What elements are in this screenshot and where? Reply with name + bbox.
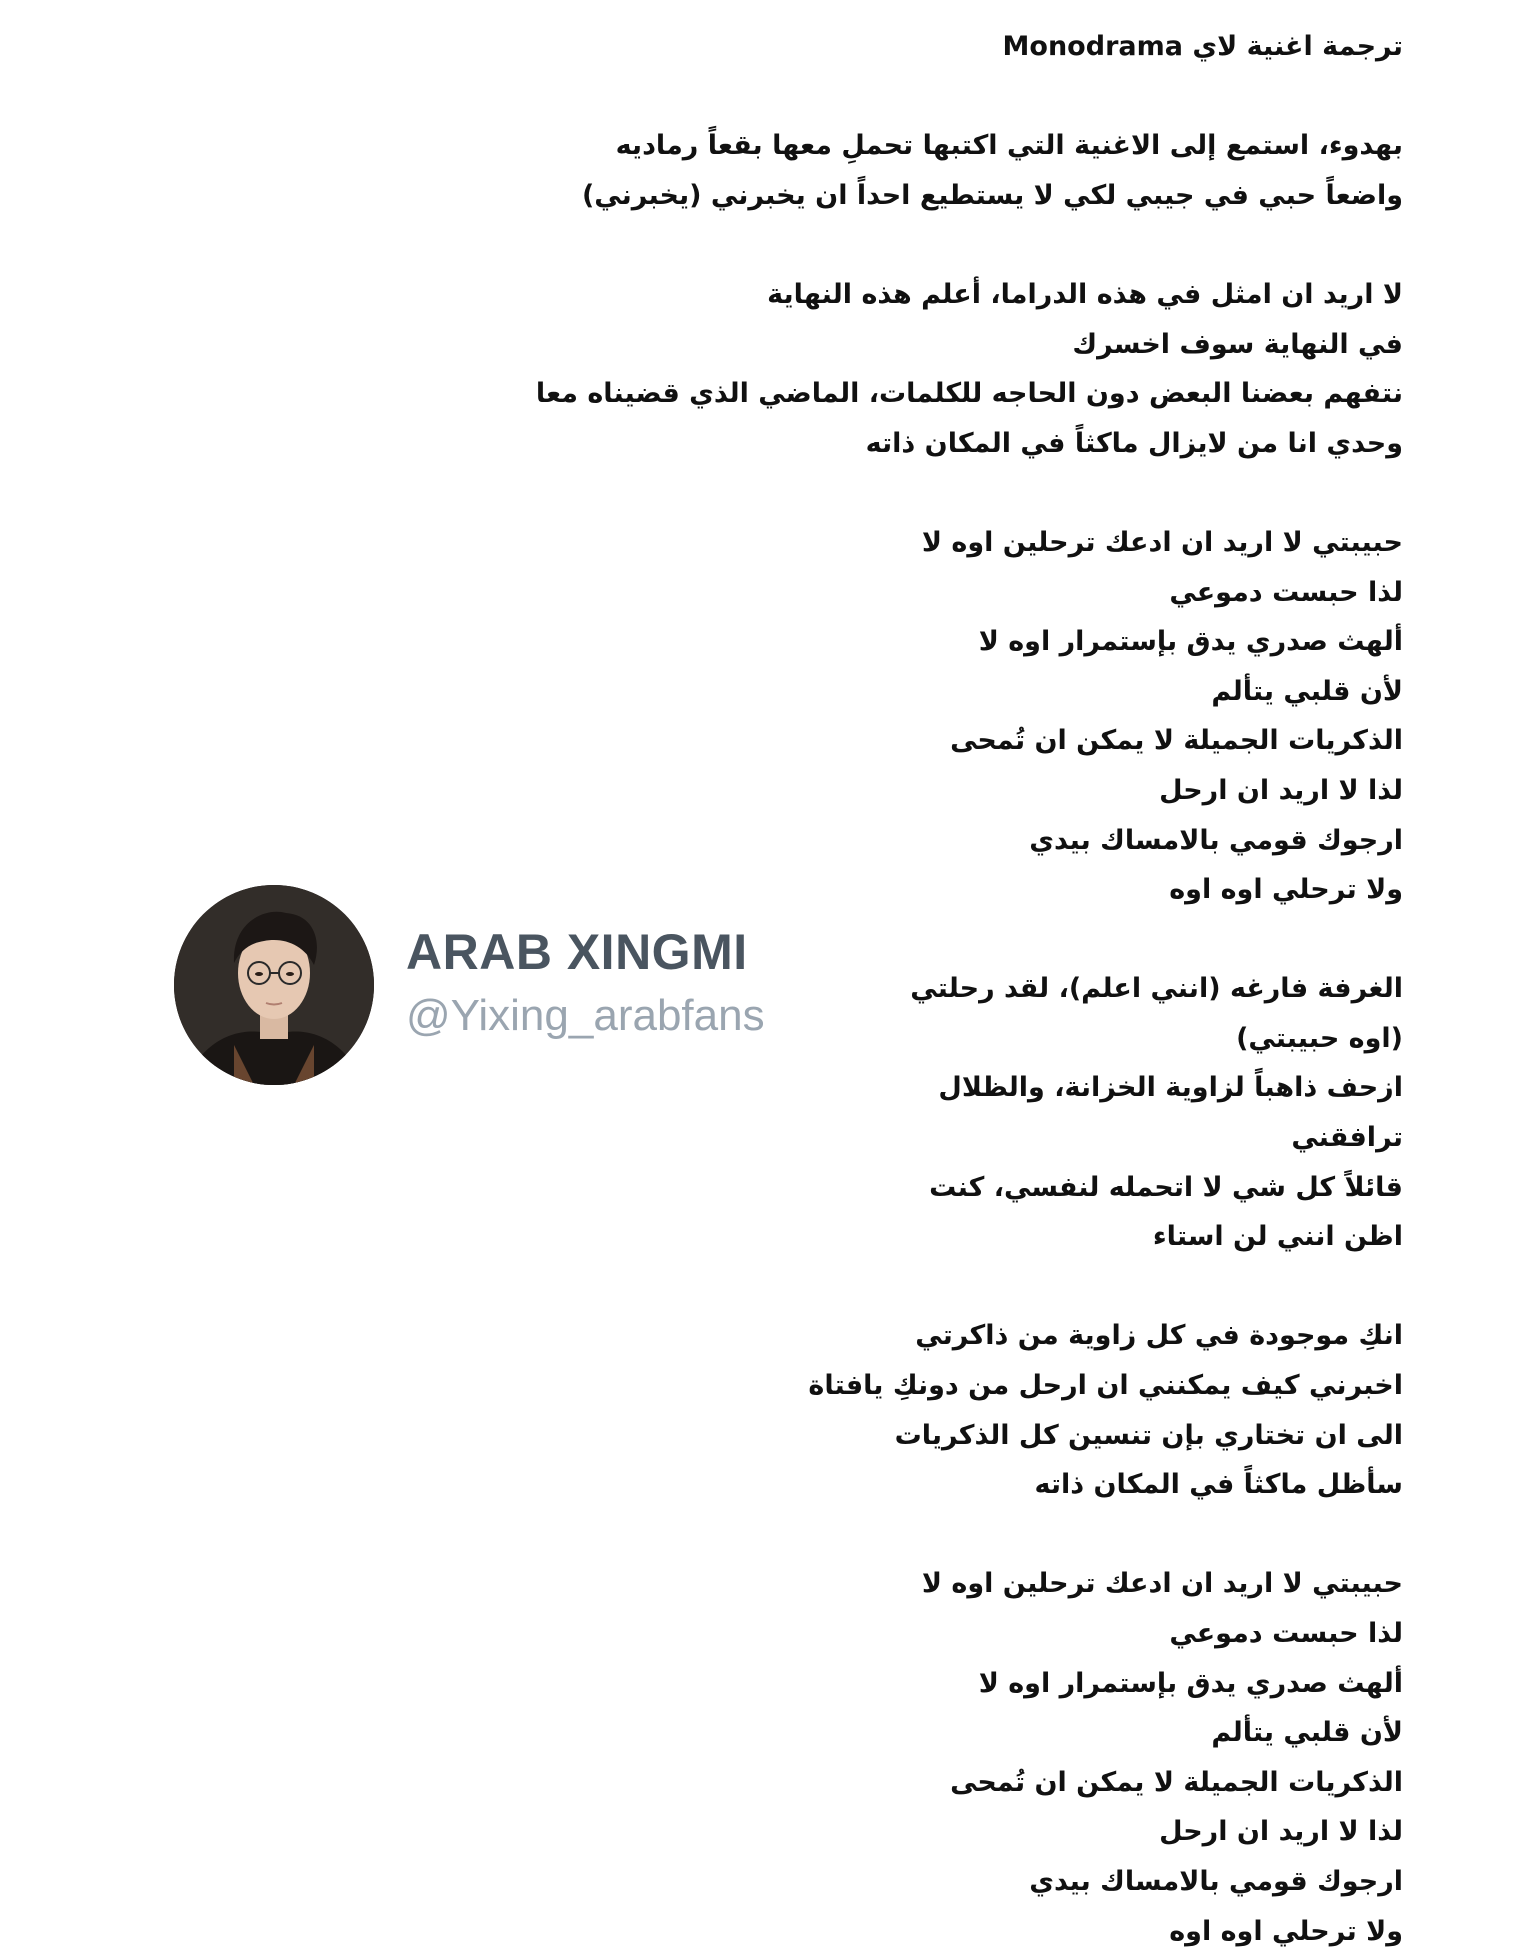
- avatar-portrait: [174, 885, 374, 1085]
- lyric-line: لذا حبست دموعي: [1169, 1618, 1403, 1649]
- avatar: [174, 885, 374, 1085]
- stanza-1: [403, 121, 1403, 220]
- song-title: ترجمة اغنية لاي Monodrama: [1002, 31, 1403, 62]
- lyric-line: لذا حبست دموعي: [1169, 576, 1403, 608]
- lyric-line: سأظل ماكثاً في المكان ذاته: [1034, 1469, 1403, 1501]
- lyric-line: بهدوء، استمع إلى الاغنية التي اكتبها تحملِ معها بقعاً رماديه: [615, 130, 1403, 162]
- lyric-line: اخبرني كيف يمكنني ان ارحل من دونكِ يافتاة: [808, 1370, 1403, 1402]
- lyric-line: (اوه حبيبتي): [1236, 1022, 1403, 1054]
- lyric-line: لذا لا اريد ان ارحل: [1159, 1816, 1403, 1848]
- watermark-name: ARAB XINGMI: [406, 924, 748, 980]
- lyric-line: ولا ترحلي اوه اوه: [1169, 1915, 1403, 1947]
- lyric-line: لأن قلبي يتألم: [1211, 1717, 1403, 1749]
- lyric-line: ولا ترحلي اوه اوه: [1169, 874, 1403, 906]
- lyric-line: اظن انني لن استاء: [1152, 1221, 1403, 1253]
- lyric-line: الى ان تختاري بإن تنسين كل الذكريات: [894, 1419, 1403, 1451]
- lyric-line: في النهاية سوف اخسرك: [1072, 328, 1403, 360]
- lyric-line: ألهث صدري يدق بإستمرار اوه لا: [978, 626, 1403, 658]
- lyric-line: الغرفة فارغه (انني اعلم)، لقد رحلتي: [910, 973, 1403, 1005]
- lyric-line: قائلاً كل شي لا اتحمله لنفسي، كنت: [929, 1171, 1403, 1203]
- lyric-line: حبيبتي لا اريد ان ادعك ترحلين اوه لا: [921, 1568, 1403, 1600]
- stanza-6-chorus: [403, 1559, 1403, 1956]
- lyric-line: ترافقني: [1291, 1122, 1403, 1154]
- stanza-2: [403, 270, 1403, 468]
- lyric-line: نتفهم بعضنا البعض دون الحاجه للكلمات، الماضي الذي قضيناه معا: [535, 378, 1403, 410]
- lyric-line: ازحف ذاهباً لزاوية الخزانة، والظلال: [938, 1072, 1403, 1104]
- lyric-line: ارجوك قومي بالامساك بيدي: [1029, 824, 1403, 856]
- lyric-line: لا اريد ان امثل في هذه الدراما، أعلم هذه النهاية: [767, 278, 1403, 310]
- watermark-handle: @Yixing_arabfans: [406, 991, 765, 1040]
- stanza-3-chorus: [403, 518, 1403, 915]
- lyric-line: وحدي انا من لايزال ماكثاً في المكان ذاته: [865, 427, 1403, 459]
- lyric-line: واضعاً حبي في جيبي لكي لا يستطيع احداً ان يخبرني (يخبرني): [581, 179, 1403, 211]
- lyric-line: لأن قلبي يتألم: [1211, 675, 1403, 707]
- watermark: [174, 885, 814, 1085]
- lyric-line: لذا لا اريد ان ارحل: [1159, 774, 1403, 806]
- lyric-line: انكِ موجودة في كل زاوية من ذاكرتي: [915, 1320, 1403, 1352]
- lyric-line: ألهث صدري يدق بإستمرار اوه لا: [978, 1667, 1403, 1699]
- lyric-line: حبيبتي لا اريد ان ادعك ترحلين اوه لا: [921, 526, 1403, 558]
- stanza-5: [403, 1311, 1403, 1509]
- lyric-line: ارجوك قومي بالامساك بيدي: [1029, 1865, 1403, 1897]
- lyric-line: الذكريات الجميلة لا يمكن ان تُمحى: [950, 1766, 1403, 1798]
- lyric-line: الذكريات الجميلة لا يمكن ان تُمحى: [950, 725, 1403, 757]
